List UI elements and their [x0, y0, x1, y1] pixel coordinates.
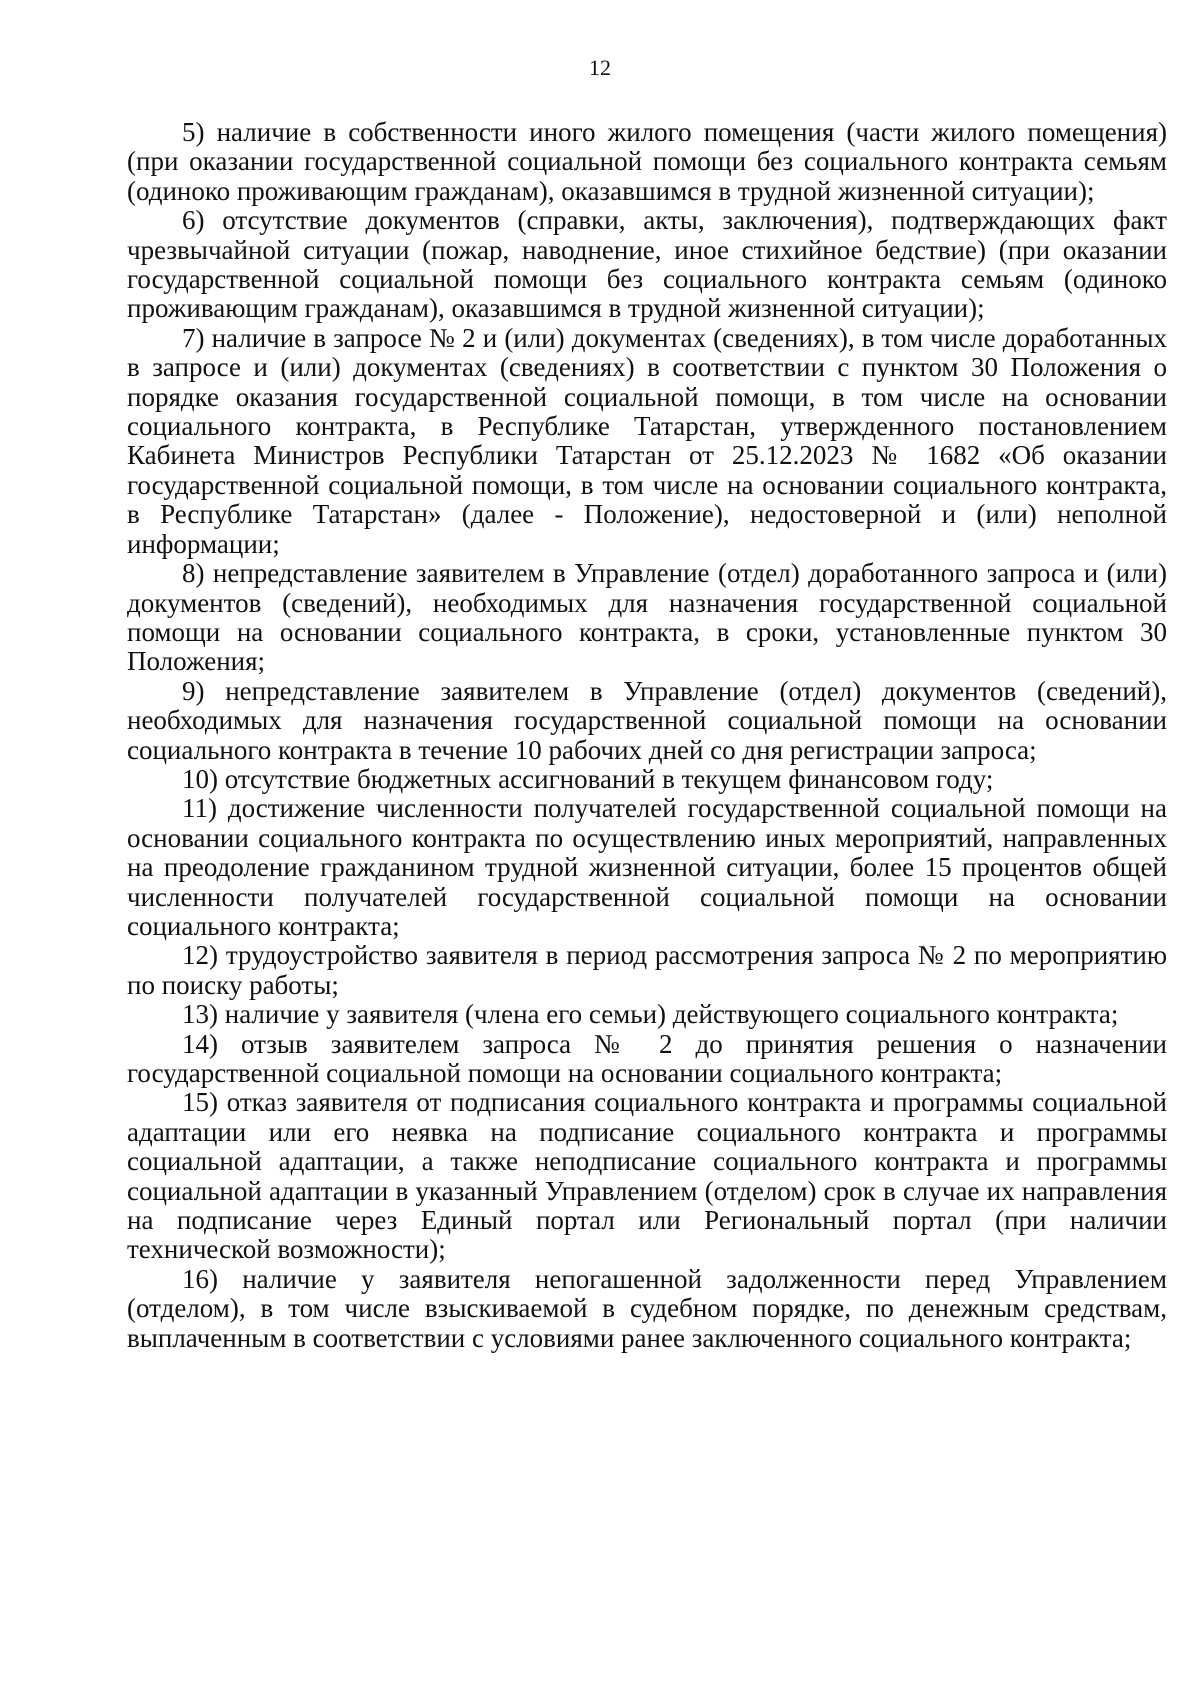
paragraph-item-10: 10) отсутствие бюджетных ассигнований в текущем финансовом году;	[182, 763, 994, 794]
paragraph-item-7: 7) наличие в запросе № 2 и (или) документах (сведениях), в том числе доработанных в запросе и (или) документах (сведениях) в соответствии с пунктом 30 Положения о порядке оказания государственной социальной помощи, в том числе на основании социального контракта, в Республике Татарстан, утвержденного постановлением Кабинета Министров Республики Татарстан от 25.12.2023 № 1682 «Об оказании государственной социальной помощи, в том числе на основании социального контракта, в Республике Татарстан» (далее - Положение), недостоверной и (или) неполной информации;	[127, 322, 1167, 559]
paragraph-item-8: 8) непредставление заявителем в Управление (отдел) доработанного запроса и (или) документов (сведений), необходимых для назначения государственной социальной помощи на основании социального контракта, в сроки, установленные пунктом 30 Положения;	[127, 558, 1167, 677]
paragraph-item-11: 11) достижение численности получателей государственной социальной помощи на основании социального контракта по осуществлению иных мероприятий, направленных на преодоление гражданином трудной жизненной ситуации, более 15 процентов общей численности получателей государственной социальной помощи на основании социального контракта;	[127, 793, 1167, 941]
page-number: 12	[589, 55, 611, 80]
paragraph-item-9: 9) непредставление заявителем в Управление (отдел) документов (сведений), необходимых для назначения государственной социальной помощи на основании социального контракта в течение 10 рабочих дней со дня регистрации запроса;	[127, 675, 1167, 765]
paragraph-item-6: 6) отсутствие документов (справки, акты, заключения), подтверждающих факт чрезвычайной ситуации (пожар, наводнение, иное стихийное бедствие) (при оказании государственной социальной помощи без социального контракта семьям (одиноко проживающим гражданам), оказавшимся в трудной жизненной ситуации);	[127, 205, 1167, 324]
paragraph-item-13: 13) наличие у заявителя (члена его семьи) действующего социального контракта;	[182, 999, 1119, 1030]
paragraph-item-16: 16) наличие у заявителя непогашенной задолженности перед Управлением (отделом), в том числе взыскиваемой в судебном порядке, по денежным средствам, выплаченным в соответствии с условиями ранее заключенного социального контракта;	[127, 1263, 1167, 1353]
paragraph-item-15: 15) отказ заявителя от подписания социального контракта и программы социальной адаптации или его неявка на подписание социального контракта и программы социальной адаптации, а также неподписание социального контракта и программы социальной адаптации в указанный Управлением (отделом) срок в случае их направления на подписание через Единый портал или Региональный портал (при наличии технической возможности);	[127, 1087, 1167, 1265]
paragraph-item-12: 12) трудоустройство заявителя в период рассмотрения запроса № 2 по мероприятию по поиску работы;	[127, 940, 1167, 1000]
document-body	[127, 118, 1167, 1353]
paragraph-item-5: 5) наличие в собственности иного жилого помещения (части жилого помещения) (при оказании государственной социальной помощи без социального контракта семьям (одиноко проживающим гражданам), оказавшимся в трудной жизненной ситуации);	[127, 117, 1167, 206]
paragraph-item-14: 14) отзыв заявителем запроса № 2 до принятия решения о назначении государственной социальной помощи на основании социального контракта;	[127, 1028, 1167, 1088]
